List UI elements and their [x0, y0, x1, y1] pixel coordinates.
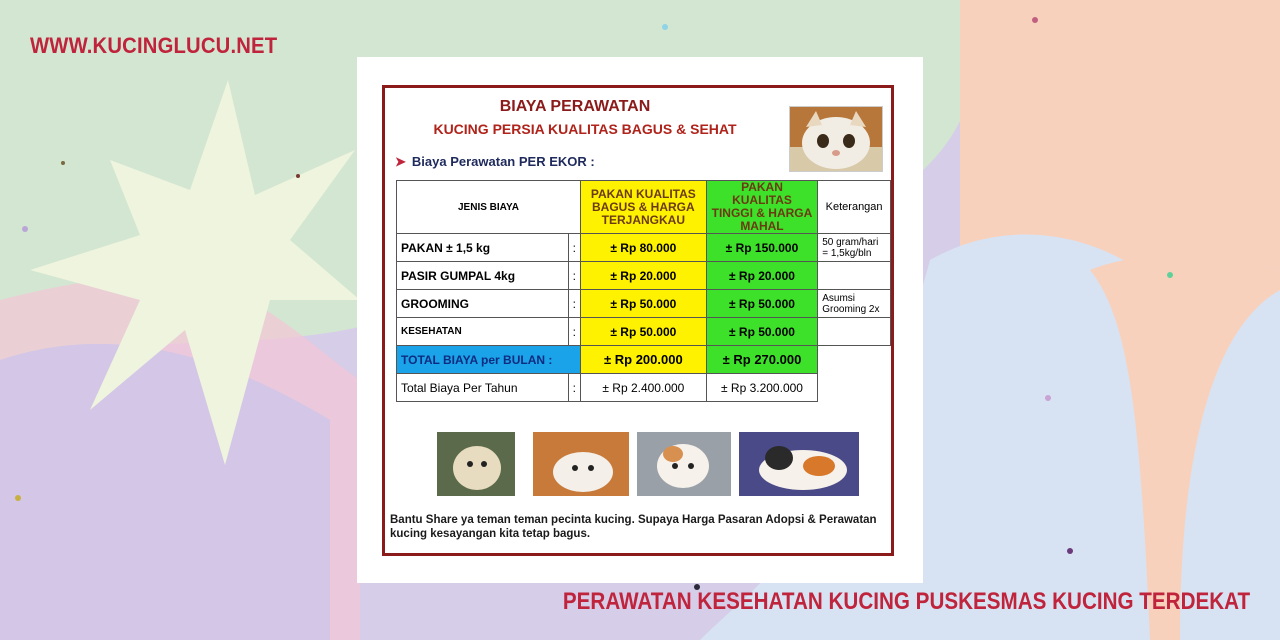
row-sep: : [568, 290, 580, 318]
per-ekor-heading [395, 154, 595, 170]
cost-table [396, 180, 891, 402]
infographic-card [357, 57, 923, 583]
row-value-a: ± Rp 50.000 [580, 318, 706, 346]
row-note: 50 gram/hari = 1,5kg/bln [818, 234, 891, 262]
header-jenis: JENIS BIAYA [397, 181, 581, 234]
yearly-value-b: ± Rp 3.200.000 [706, 374, 817, 402]
yearly-row [397, 374, 891, 402]
row-note [818, 262, 891, 290]
total-value-b: ± Rp 270.000 [706, 346, 817, 374]
share-text: Bantu Share ya teman teman pecinta kucing. Supaya Harga Pasaran Adopsi & Perawatan kucing kesayangan kita tetap bagus. [390, 514, 877, 540]
row-value-b: ± Rp 20.000 [706, 262, 817, 290]
table-row [397, 234, 891, 262]
arrow-right-icon: ➤ [395, 154, 406, 169]
row-label: KESEHATAN [397, 318, 569, 346]
row-label: PAKAN ± 1,5 kg [397, 234, 569, 262]
infographic-subtitle: KUCING PERSIA KUALITAS BAGUS & SEHAT [433, 121, 737, 137]
total-value-a: ± Rp 200.000 [580, 346, 706, 374]
row-value-a: ± Rp 50.000 [580, 290, 706, 318]
row-value-b: ± Rp 150.000 [706, 234, 817, 262]
row-sep: : [568, 318, 580, 346]
row-sep: : [568, 234, 580, 262]
table-row [397, 318, 891, 346]
cat-photo-1 [437, 432, 515, 496]
yearly-empty [818, 374, 891, 402]
site-url[interactable]: WWW.KUCINGLUCU.NET [30, 33, 278, 58]
yearly-label: Total Biaya Per Tahun [397, 374, 569, 402]
persian-cat-photo [789, 106, 883, 172]
infographic-title: BIAYA PERAWATAN [499, 98, 651, 115]
table-row [397, 290, 891, 318]
total-label [397, 346, 581, 374]
cat-photo-2 [533, 432, 629, 496]
table-header-row [397, 181, 891, 234]
cat-photos-strip [385, 432, 891, 498]
header-keterangan: Keterangan [818, 181, 891, 234]
per-ekor-label: Biaya Perawatan PER EKOR : [411, 154, 595, 169]
page-title: PERAWATAN KESEHATAN KUCING PUSKESMAS KUCING TERDEKAT [562, 588, 1250, 615]
row-sep: : [568, 262, 580, 290]
row-note: Asumsi Grooming 2x [818, 290, 891, 318]
header-pakan-b: PAKAN KUALITAS TINGGI & HARGA MAHAL [706, 181, 817, 234]
row-value-b: ± Rp 50.000 [706, 318, 817, 346]
row-value-a: ± Rp 20.000 [580, 262, 706, 290]
row-label: PASIR GUMPAL 4kg [397, 262, 569, 290]
row-value-b: ± Rp 50.000 [706, 290, 817, 318]
infographic-frame [382, 85, 894, 556]
total-empty [818, 346, 891, 374]
header-pakan-a: PAKAN KUALITAS BAGUS & HARGA TERJANGKAU [580, 181, 706, 234]
table-row [397, 262, 891, 290]
row-note [818, 318, 891, 346]
total-label-text: TOTAL BIAYA per BULAN [401, 352, 546, 367]
total-row [397, 346, 891, 374]
yearly-sep: : [568, 374, 580, 402]
yearly-value-a: ± Rp 2.400.000 [580, 374, 706, 402]
cat-photo-4 [739, 432, 859, 496]
row-value-a: ± Rp 80.000 [580, 234, 706, 262]
row-label: GROOMING [397, 290, 569, 318]
cat-photo-3 [637, 432, 731, 496]
total-sep: : [548, 352, 553, 367]
